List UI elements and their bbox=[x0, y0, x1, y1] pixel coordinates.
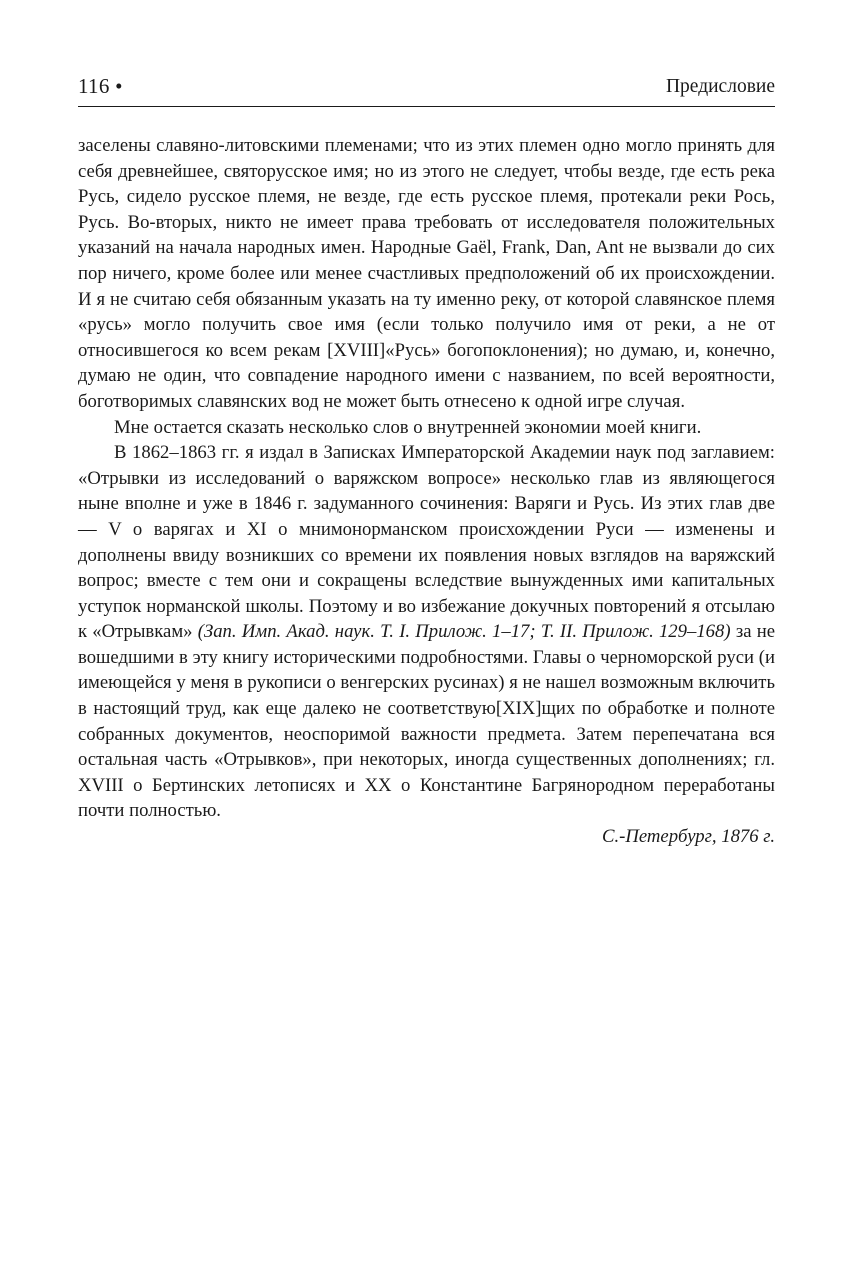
paragraph-history bbox=[78, 440, 775, 824]
signature-place-date: С.-Петербург, 1876 г. bbox=[602, 826, 775, 848]
paragraph-history-end: за не вошедшими в эту книгу историческими подробностями. Главы о черноморской руси (и имеющейся у меня в рукописи о венгерских русинах) я не нашел возможным включить в настоящий труд, как еще далеко не соответствую[XIX]щих по обработке и полноте собранных документов, неоспоримой важности предмета. Затем перепечатана вся остальная часть «Отрывков», при некоторых, иногда существенных дополнениях; гл. XVIII о Бертинских летописях и XX о Константине Багрянородном переработаны почти полностью. bbox=[78, 621, 775, 822]
page-number: 116 • bbox=[78, 74, 123, 98]
paragraph-economy: Мне остается сказать несколько слов о внутренней экономии моей книги. bbox=[114, 416, 702, 438]
paragraph-history-start: В 1862–1863 гг. я издал в Записках Императорской Академии наук под заглавием: «Отрывки из исследований о варяжском вопросе» несколько глав из являющегося ныне вполне и уже в 1846 г. задуманного сочинения: Варяги и Русь. Из этих глав две — V о варягах и XI о мнимонорманском происхождении Руси — изменены и дополнены ввиду возникших со времени их появления новых взглядов на варяжский вопрос; вместе с тем они и сокращены вследствие вынужденных ими капитальных уступок норманской школы. Поэтому и во избежание докучных повторений я отсылаю к «Отрывкам» bbox=[78, 442, 775, 643]
page-body bbox=[78, 133, 775, 850]
citation: (Зап. Имп. Акад. наук. Т. I. Прилож. 1–17; Т. II. Прилож. 129–168) bbox=[197, 621, 731, 643]
paragraph-continuation: заселены славяно-литовскими племенами; что из этих племен одно могло принять для себя древнейшее, святорусское имя; но из этого не следует, чтобы везде, где есть река Русь, сидело русское племя, не везде, где есть русское племя, протекали реки Рось, Русь. Во-вторых, никто не имеет права требовать от исследователя положительных указаний на начала народных имен. Народные Gaël, Frank, Dan, Ant не вызвали до сих пор ничего, кроме более или менее счастливых предположений об их происхождении. И я не считаю себя обязанным указать на ту именно реку, от которой славянское племя «русь» могло получить свое имя (если только получило имя от реки, а не от относившегося ко всем рекам [XVIII]«Русь» богопоклонения); но думаю, и, конечно, думаю не один, что совпадение народного имени с названием, по всей вероятности, боготворимых славянских вод не может быть отнесено к одной игре случая. bbox=[78, 135, 775, 412]
running-title: Предисловие bbox=[665, 76, 775, 97]
running-header bbox=[78, 72, 775, 107]
